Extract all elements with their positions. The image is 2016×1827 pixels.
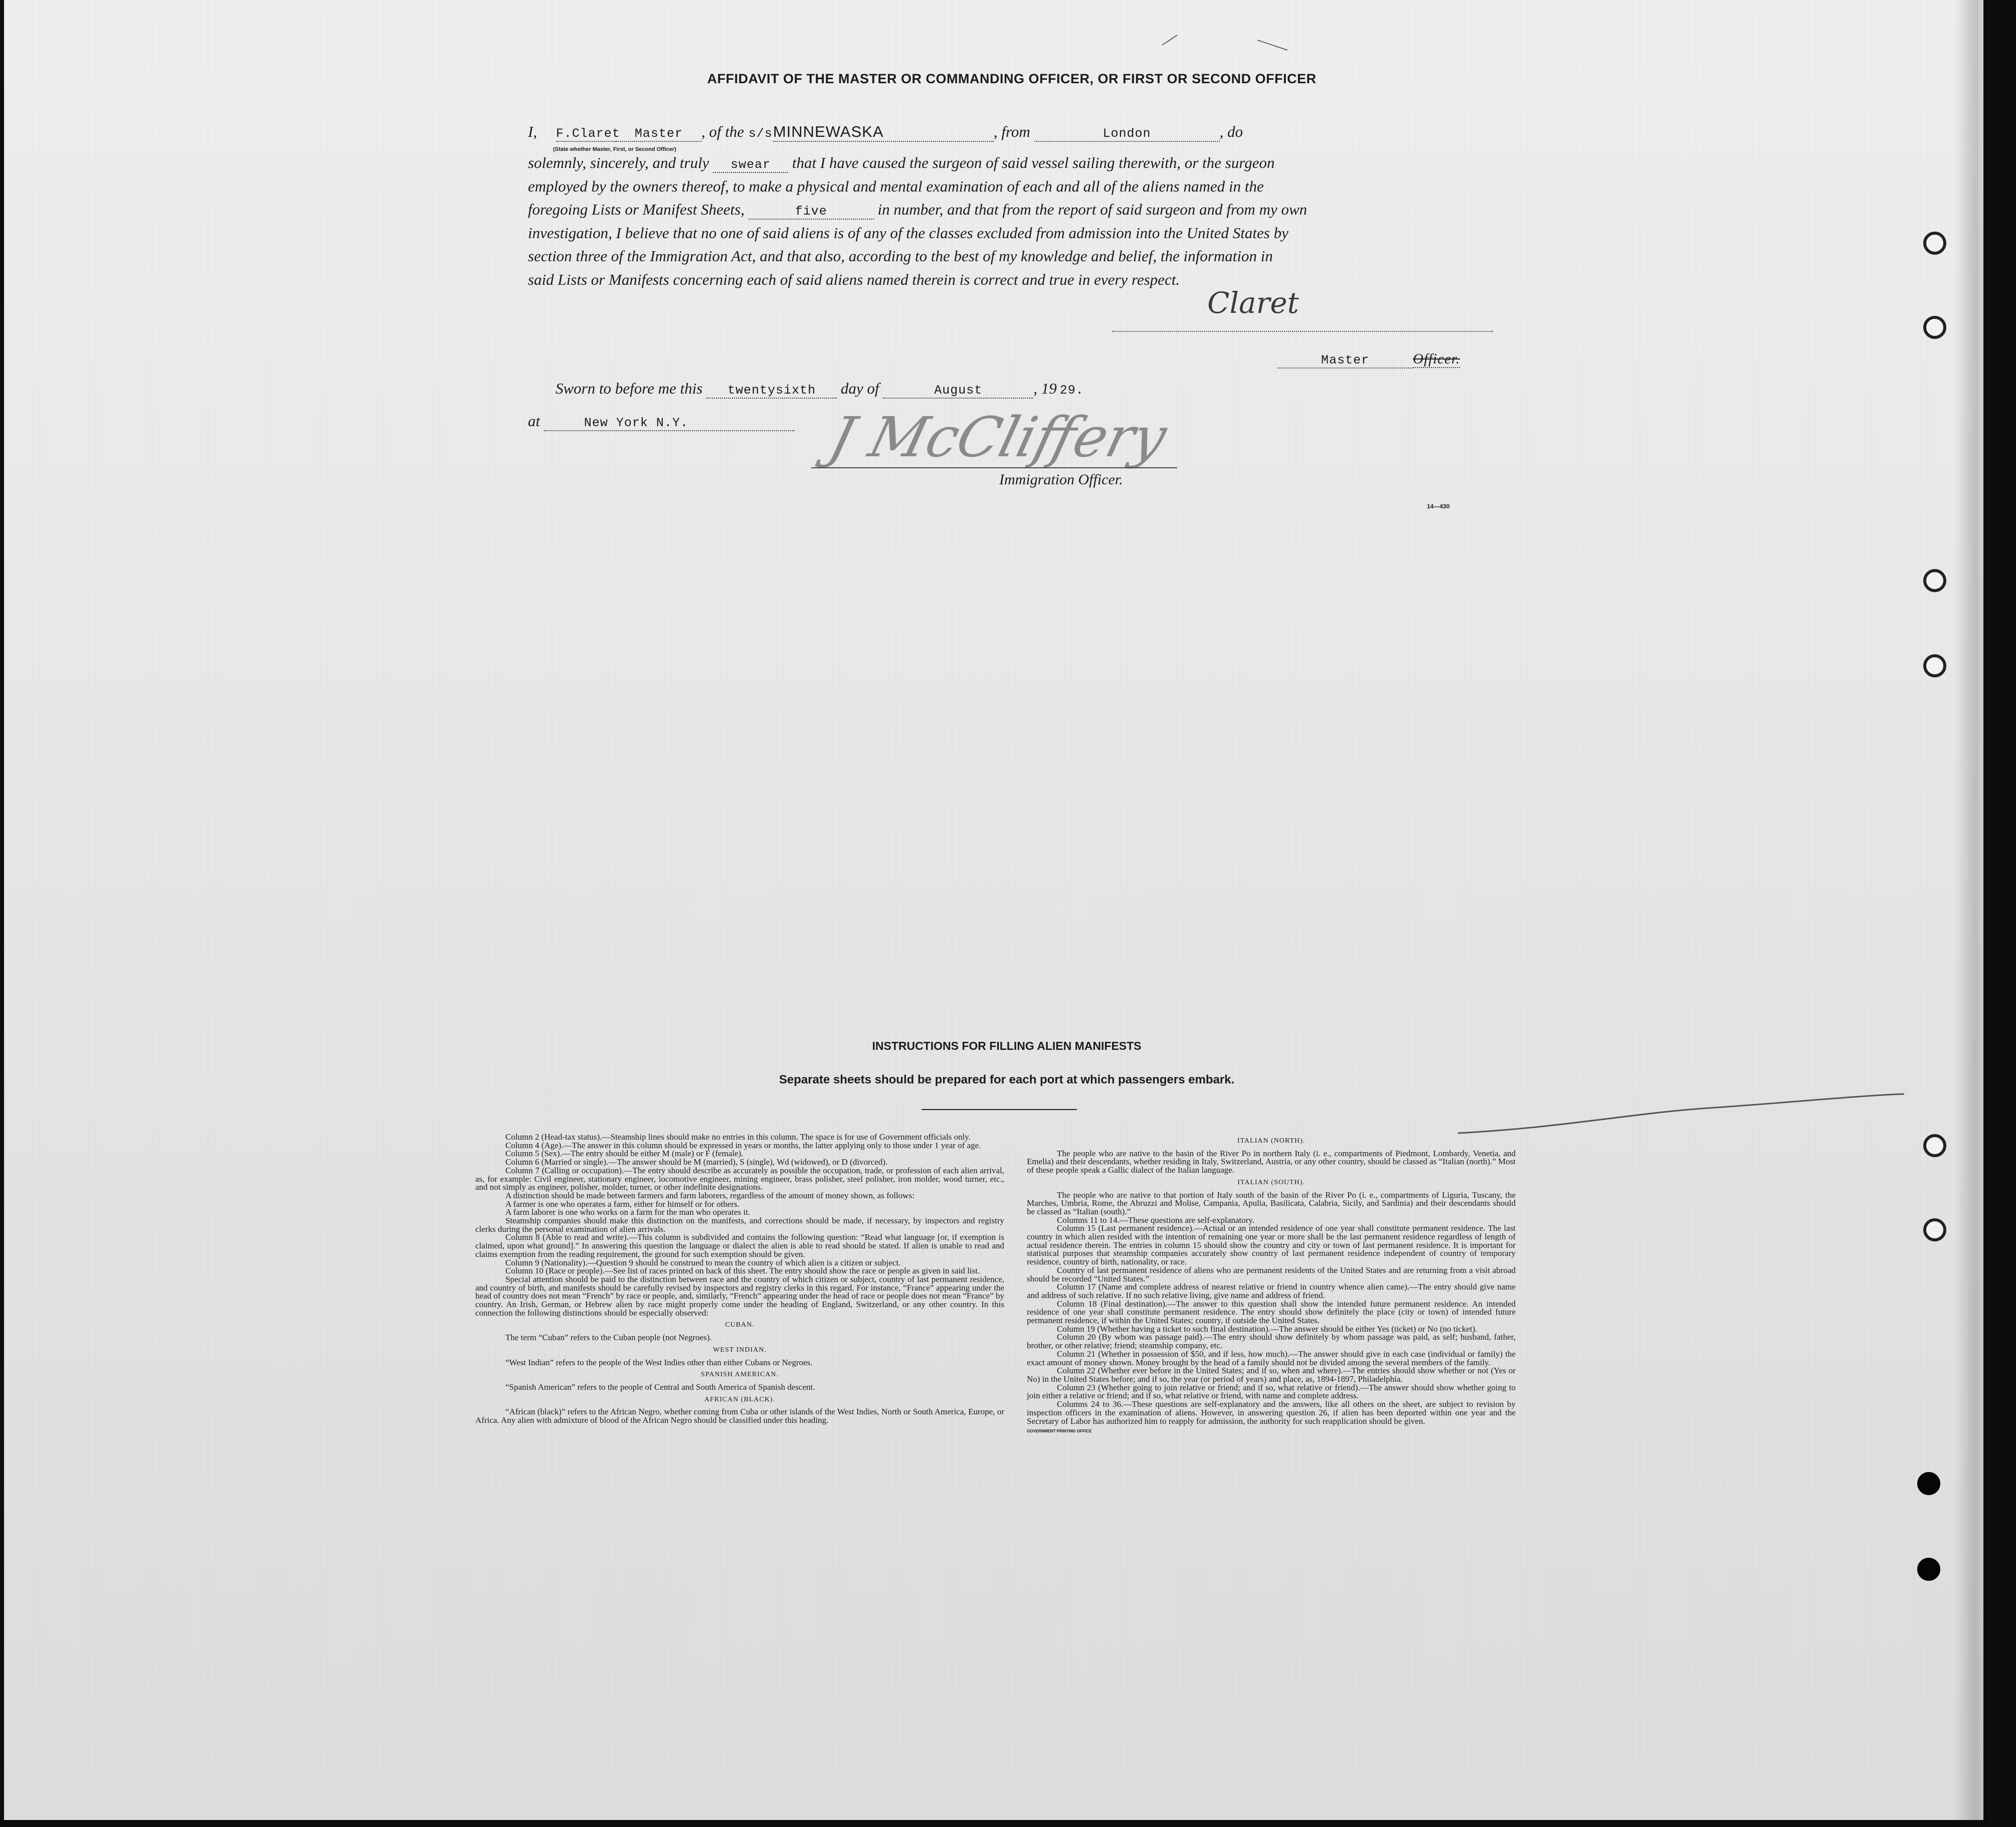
spanish-american-text: “Spanish American” refers to the people of Central and South America of Spanish descent. (505, 1382, 815, 1392)
document-sheet (4, 0, 1983, 1820)
italian-north-heading: ITALIAN (NORTH). (1237, 1137, 1306, 1145)
sworn-intro: Sworn to before me this (556, 380, 703, 397)
right-paragraph: Column 20 (By whom was passage paid).—The entry should show definitely by whom passage was paid, as self; husband, father, brother, or other relative; friend; steamship company, etc. (1027, 1332, 1516, 1351)
affidavit-line-6: section three of the Immigration Act, and that also, according to the best of my knowledge and belief, the information in (528, 247, 1273, 265)
spanish-american-heading: SPANISH AMERICAN. (701, 1371, 779, 1379)
affidavit-line-1 (528, 123, 1243, 142)
italian-south-heading: ITALIAN (SOUTH). (1237, 1178, 1305, 1186)
right-paragraph: Country of last permanent residence of aliens who are permanent residents of the United States and are returning from a visit abroad should be recorded “United States.” (1027, 1265, 1516, 1284)
sworn-line (556, 380, 1087, 399)
officer-rank: Master (616, 126, 701, 142)
left-paragraph: Special attention should be paid to the distinction between race and the country of which citizen or subject, country of last permanent residence, and country of birth, and manifests should be carefully revised by inspectors and registry clerks in this regard. For instance, “France” appearing under the head of country does not mean “French” by race or people, and, similarly, “French” appearing under the head of race or people does not mean “France” by country. An Irish, German, or Hebrew alien by race might properly come under the heading of England, Switzerland, or any other country. In this connection the following distinctions should be especially observed: (475, 1274, 1004, 1318)
officer-signature-line (811, 467, 1177, 468)
master-signature: Claret (1207, 286, 1299, 320)
left-paragraph: Column 4 (Age).—The answer in this column should be expressed in years or months, the latter applying only to those under 1 year of age. (505, 1140, 981, 1150)
sworn-year: 29. (1059, 383, 1084, 398)
left-paragraph: A farmer is one who operates a farm, either for himself or for others. (505, 1199, 740, 1209)
right-paragraph: Column 23 (Whether going to join relative or friend; and if so, what relative or friend).—The answer should show whether going to join either a relative or friend; and if so, what relative or friend, with name and complete address. (1027, 1382, 1516, 1401)
ship-name: MINNEWASKA (773, 123, 994, 142)
left-paragraph: Column 5 (Sex).—The entry should be either M (male) or F (female). (505, 1149, 744, 1159)
sworn-day-of: day of (840, 380, 879, 397)
instructions-divider (922, 1109, 1077, 1110)
form-number: 14—430 (1427, 503, 1450, 510)
officer-name: F.Claret (556, 126, 620, 141)
stray-pen-mark (1157, 25, 1308, 55)
left-paragraph: Column 6 (Married or single).—The answer should be M (married), S (single), Wd (widowed), or D (divorced). (505, 1157, 888, 1167)
left-paragraph: A distinction should be made between farmers and farm laborers, regardless of the amount of money shown, as follows: (505, 1190, 914, 1200)
binder-hole (1917, 1472, 1940, 1495)
affidavit-line-4 (528, 201, 1307, 220)
binder-hole (1923, 316, 1946, 339)
signer-title: Master (1277, 353, 1413, 369)
stray-pen-stroke (1458, 1093, 1909, 1138)
west-indian-text: “West Indian” refers to the people of the West Indies other than either Cubans or Negroes. (505, 1357, 813, 1367)
affidavit-line-3: employed by the owners thereof, to make a physical and mental examination of each and all of the aliens named in the (528, 177, 1264, 195)
right-paragraph: Column 17 (Name and complete address of nearest relative or friend in country whence alien came).—The entry should give name and address of such relative. If no such relative living, give name and address of friend. (1027, 1282, 1516, 1300)
african-text: “African (black)” refers to the African Negro, whether coming from Cuba or other islands of the West Indies, North or South America, Europe, or Africa. Any alien with admixture of blood of the African Negro should be classified under this heading. (475, 1407, 1004, 1425)
instructions-subtitle: Separate sheets should be prepared for each port at which passengers embark. (779, 1073, 1235, 1086)
left-paragraph: Column 7 (Calling or occupation).—The entry should describe as accurately as possible the occupation, trade, or profession of each alien arrival, as, for example: Civil engineer, stationary engineer, locomotive engineer, mining engineer, brass polisher, steel polisher, iron molder, wood turner, etc., and not simply as engineer, polisher, molder, turner, or other indefinite designations. (475, 1165, 1004, 1192)
affidavit-line-5: investigation, I believe that no one of said aliens is of any of the classes excluded from admission into the United States by (528, 224, 1289, 242)
of-the-label: , of the (701, 123, 745, 140)
page-edge-shadow (1954, 0, 1989, 1820)
left-paragraph: A farm laborer is one who works on a farm for the man who operates it. (505, 1207, 751, 1217)
affidavit-line-7: said Lists or Manifests concerning each of said aliens named therein is correct and true in every respect. (528, 271, 1180, 288)
left-paragraph: Column 8 (Able to read and write).—This column is subdivided and contains the following question: “Read what language [or, if exemption is claimed, upon what ground].” In answering this question the language or dialect the alien is able to read should be stated. If alien is unable to read and claims exemption from the reading requirement, the ground for such exemption should be given. (475, 1232, 1004, 1259)
right-paragraph: Column 19 (Whether having a ticket to such final destination).—The answer should be either Yes (ticket) or No (no ticket). (1057, 1324, 1478, 1334)
immigration-officer-signature: J McCliffery (823, 405, 1173, 469)
instructions-right-column (1027, 1137, 1516, 1436)
sworn-day: twentysixth (706, 383, 837, 399)
from-label: , from (993, 123, 1030, 140)
left-paragraph: Column 2 (Head-tax status).—Steamship lines should make no entries in this column. The space is for use of Government officials only. (505, 1132, 971, 1142)
sworn-year-prefix: , 19 (1033, 380, 1057, 397)
sworn-month: August (883, 383, 1033, 399)
sworn-place-line (528, 412, 795, 431)
right-paragraph: Column 18 (Final destination).—The answer to this question shall show the intended future permanent residence. An intended residence of one year shall constitute permanent residence. The entry should show definitely the place (city or town) of intended future permanent residence, if within the United States; country, if outside the United States. (1027, 1299, 1516, 1326)
affidavit-title: AFFIDAVIT OF THE MASTER OR COMMANDING OFFICER, OR FIRST OR SECOND OFFICER (707, 71, 1317, 86)
ship-prefix: s/s (748, 126, 773, 141)
line2-text-b: that I have caused the surgeon of said vessel sailing therewith, or the surgeon (792, 154, 1275, 171)
instructions-left-column (475, 1133, 1004, 1425)
from-port: London (1034, 126, 1220, 142)
right-paragraph: Column 15 (Last permanent residence).—Actual or an intended residence of one year shall constitute permanent residence. The last country in which alien resided with the intention of remaining one year or more shall be the last permanent residence regardless of length of actual residence therein. The entries in column 15 should show the country and city or town of last permanent residence. It is important for statistical purposes that steamship companies accurately show country of last permanent residence independent of country of temporary residence, country of birth, nationality, or race. (1027, 1223, 1516, 1267)
binder-hole (1923, 1218, 1946, 1241)
left-paragraph: Column 10 (Race or people).—See list of races printed on back of this sheet. The entry should show the race or people as given in said list. (505, 1266, 980, 1276)
line4-text-b: in number, and that from the report of said surgeon and from my own (877, 201, 1308, 218)
affidavit-line-2 (528, 154, 1274, 173)
oath-word: swear (713, 157, 788, 173)
rank-note: (State whether Master, First, or Second Officer) (553, 146, 676, 152)
page-fold-line (1977, 0, 1978, 1820)
sheet-count: five (749, 204, 874, 220)
binder-hole (1923, 654, 1946, 677)
right-paragraph: Columns 24 to 36.—These questions are self-explanatory and the answers, like all others on the sheet, are subject to revision by inspection officers in the examination of aliens. However, in answering question 26, if alien has been deported within one year and the Secretary of Labor has authorized him to reapply for admission, the authority for such reapplication should be given. (1027, 1399, 1516, 1426)
binder-hole (1923, 569, 1946, 592)
right-paragraph: Column 21 (Whether in possession of $50, and if less, how much).—The answer should give in each case (individual or family) the exact amount of money shown. Money brought by the head of a family should not be divided among the several members of the family. (1027, 1349, 1516, 1367)
cuban-heading: CUBAN. (725, 1321, 755, 1329)
italian-north-text: The people who are native to the basin of the River Po in northern Italy (i. e., compartments of Piedmont, Lombardy, Venetia, and Emelia) and their descendants, whether residing in Italy, Switzerland, Austria, or any other country, should be classed as “Italian (north).” Most of these people speak a Gallic dialect of the Italian language. (1027, 1148, 1516, 1175)
instructions-title: INSTRUCTIONS FOR FILLING ALIEN MANIFESTS (872, 1039, 1142, 1052)
binder-hole (1923, 232, 1946, 255)
line4-text-a: foregoing Lists or Manifest Sheets, (528, 201, 745, 218)
printer-imprint: GOVERNMENT PRINTING OFFICE (1027, 1429, 1092, 1434)
right-paragraph: Columns 11 to 14.—These questions are self-explanatory. (1057, 1215, 1254, 1225)
right-paragraph: The people who are native to that portion of Italy south of the basin of the River Po (i. e., compartments of Liguria, Tuscany, the Marches, Umbria, Rome, the Abruzzi and Molise, Campania, Apulia, Basilicata, Calabria, Sicily, and Sardinia) and their descendants should be classed as “Italian (south).” (1027, 1190, 1516, 1216)
signer-title-struck: Officer. (1413, 351, 1460, 367)
right-paragraph: Column 22 (Whether ever before in the United States; and if so, when and where).—The entries should show whether or not (Yes or No) in the United States before; and if so, the year (or period of years) and place, as, 1894-1897, Philadelphia. (1027, 1366, 1516, 1384)
sworn-place: New York N.Y. (544, 416, 795, 431)
signer-title-row (1277, 351, 1460, 369)
at-label: at (528, 412, 540, 430)
cuban-text: The term “Cuban” refers to the Cuban people (not Negroes). (505, 1333, 712, 1343)
west-indian-heading: WEST INDIAN. (713, 1346, 767, 1354)
do-label: , do (1219, 123, 1243, 140)
left-paragraph: Steamship companies should make this distinction on the manifests, and corrections should be made, if necessary, by inspectors and registry clerks during the personal examination of alien arrivals. (475, 1216, 1004, 1234)
african-heading: AFRICAN (BLACK). (704, 1395, 776, 1403)
left-paragraph: Column 9 (Nationality).—Question 9 should be construed to mean the country of which alien is a citizen or subject. (505, 1257, 901, 1267)
immigration-officer-title: Immigration Officer. (999, 471, 1123, 488)
i-label: I, (528, 123, 537, 140)
signature-line (1112, 331, 1493, 332)
binder-hole (1923, 1134, 1946, 1157)
line2-text-a: solemnly, sincerely, and truly (528, 154, 709, 171)
binder-hole (1917, 1558, 1940, 1581)
